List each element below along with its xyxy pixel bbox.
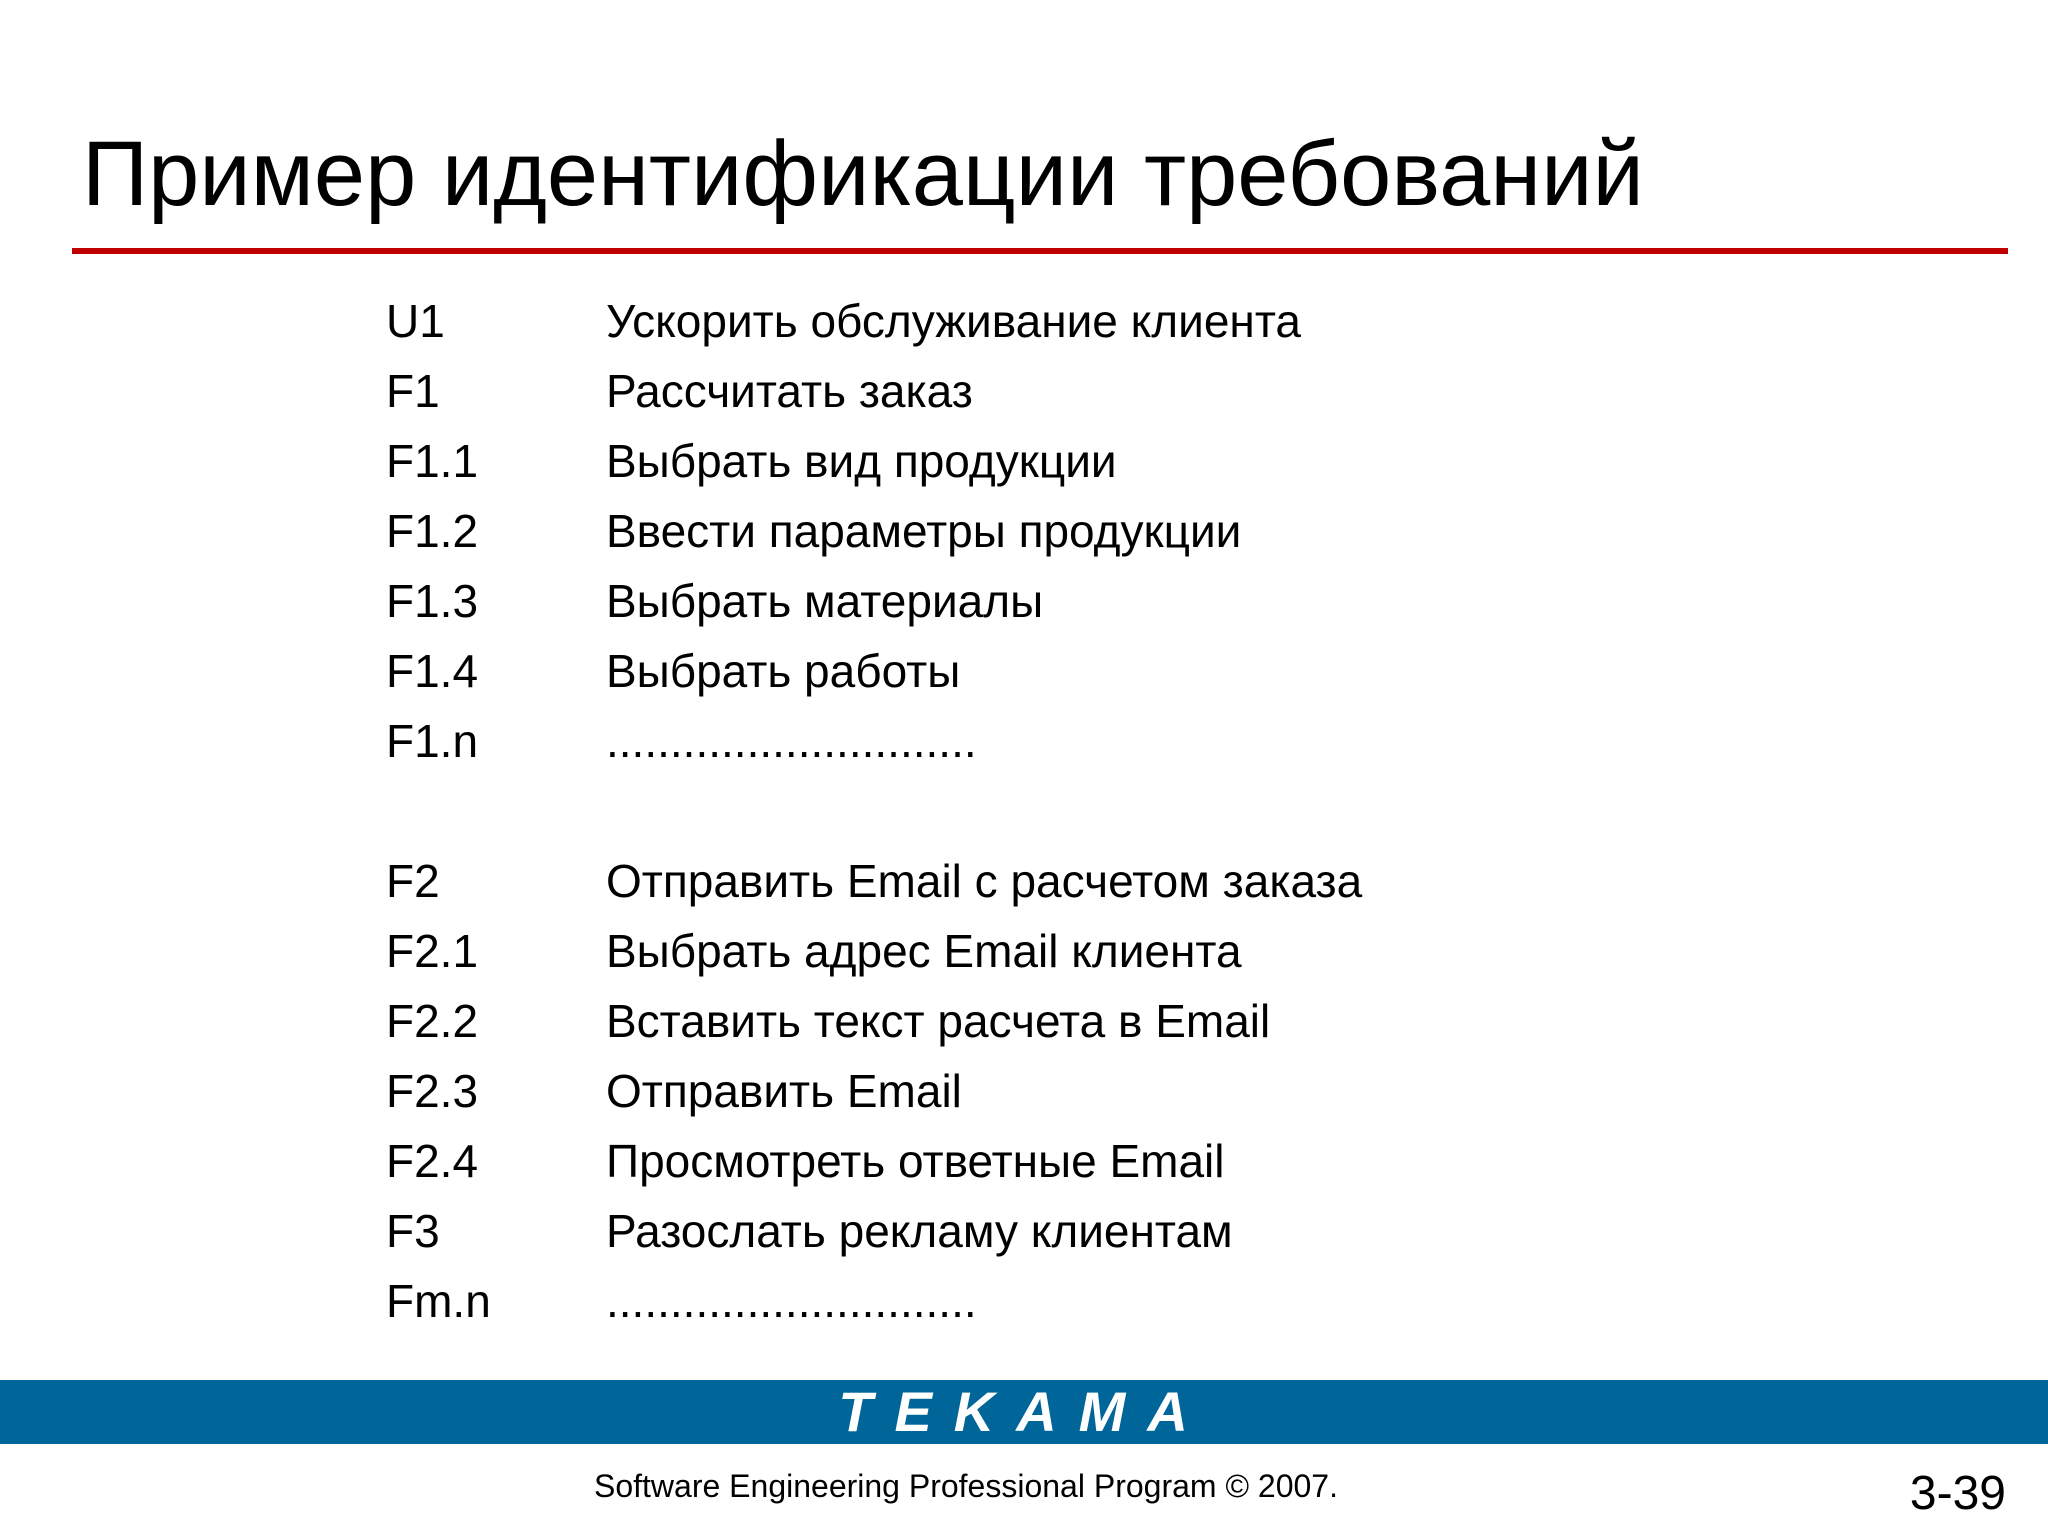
requirement-id: F1.n (386, 715, 479, 767)
requirement-text: Выбрать адрес Email клиента (606, 925, 1242, 977)
requirement-id: F1.1 (386, 435, 479, 487)
requirement-text: Выбрать материалы (606, 575, 1044, 627)
requirement-id: F2.2 (386, 995, 479, 1047)
list-item (386, 356, 1362, 426)
list-item (386, 496, 1362, 566)
requirement-id: F1 (386, 365, 440, 417)
requirement-text: Вставить текст расчета в Email (606, 995, 1271, 1047)
requirement-id: F1.2 (386, 505, 479, 557)
requirement-id: F2.4 (386, 1135, 479, 1187)
requirement-text: ............................. (606, 715, 977, 767)
requirement-text: ............................. (606, 1275, 977, 1327)
list-item (386, 986, 1362, 1056)
requirement-text: Ускорить обслуживание клиента (606, 295, 1301, 347)
requirement-id: F2 (386, 855, 440, 907)
tekama-logo: TEKAMA (838, 1380, 1210, 1443)
requirement-id: F3 (386, 1205, 440, 1257)
brand-band (0, 1380, 2048, 1444)
title-divider (72, 248, 2008, 254)
requirement-text: Ввести параметры продукции (606, 505, 1242, 557)
list-item (386, 286, 1362, 356)
slide-title: Пример идентификации требований (82, 123, 1644, 225)
list-item (386, 1126, 1362, 1196)
page-number: 3-39 (1909, 1467, 2006, 1520)
list-item (386, 1266, 1362, 1336)
list-item (386, 1196, 1362, 1266)
requirement-id: F2.1 (386, 925, 479, 977)
requirement-text: Просмотреть ответные Email (606, 1135, 1225, 1187)
list-item (386, 916, 1362, 986)
requirement-text: Отправить Email (606, 1065, 962, 1117)
requirement-id: F1.3 (386, 575, 479, 627)
footer-text: Software Engineering Professional Program © 2007. (594, 1468, 1338, 1504)
requirement-id: F1.4 (386, 645, 479, 697)
requirement-text: Рассчитать заказ (606, 365, 973, 417)
requirement-text: Отправить Email с расчетом заказа (606, 855, 1363, 907)
requirement-id: F2.3 (386, 1065, 479, 1117)
requirement-id: U1 (386, 295, 445, 347)
requirement-text: Выбрать работы (606, 645, 961, 697)
requirement-text: Разослать рекламу клиентам (606, 1205, 1233, 1257)
list-item (386, 426, 1362, 496)
requirement-id: Fm.n (386, 1275, 491, 1327)
list-item (386, 706, 1362, 776)
list-item (386, 566, 1362, 636)
requirements-list (386, 286, 1362, 1336)
list-spacer (386, 776, 1362, 846)
list-item (386, 846, 1362, 916)
list-item (386, 636, 1362, 706)
requirement-text: Выбрать вид продукции (606, 435, 1117, 487)
list-item (386, 1056, 1362, 1126)
